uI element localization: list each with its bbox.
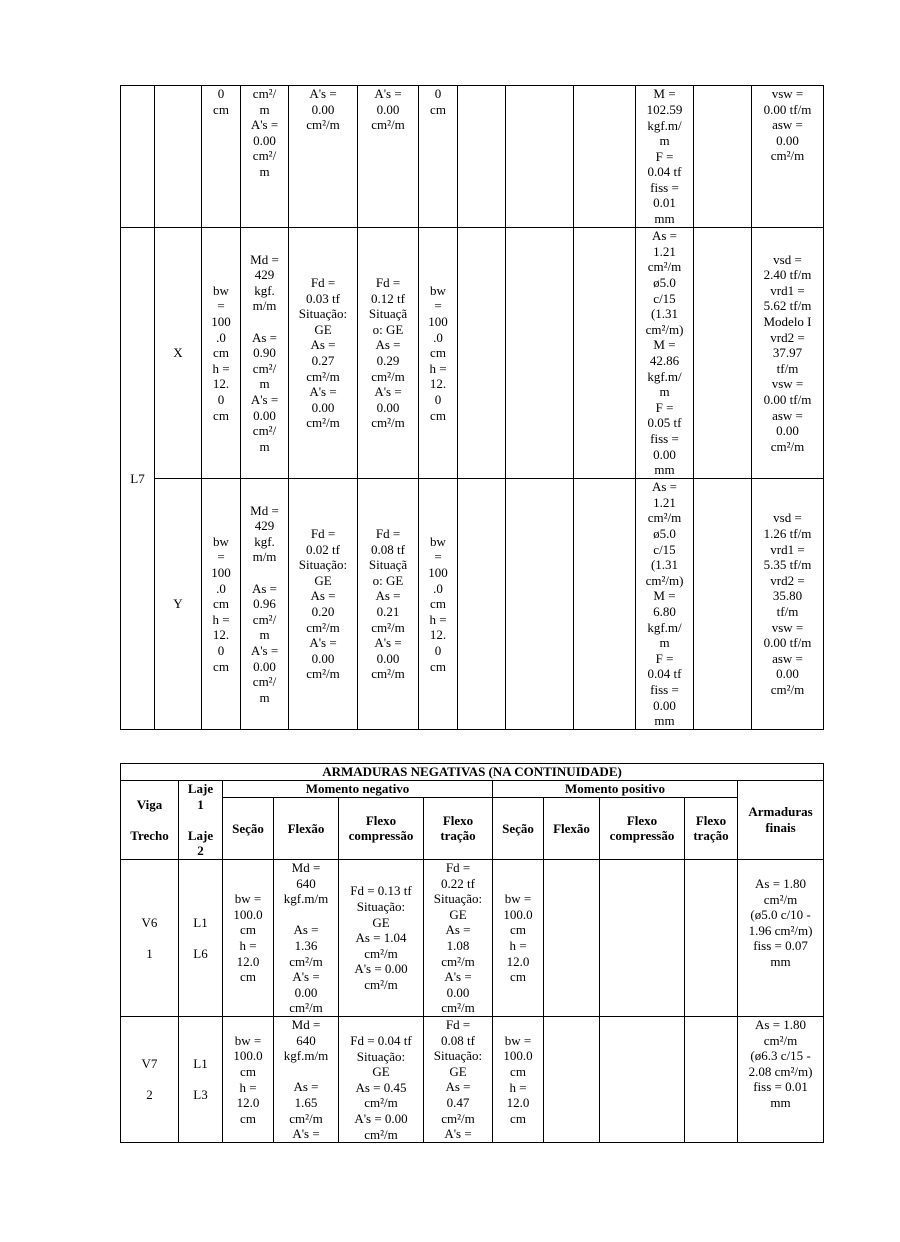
table-cell	[694, 228, 752, 479]
table-cell: vsw = 0.00 tf/m asw = 0.00 cm²/m	[752, 86, 824, 228]
table-cell: As = 1.80 cm²/m (ø6.3 c/15 - 2.08 cm²/m) fiss = 0.01 mm	[738, 1016, 824, 1142]
table-cell: A's = 0.00 cm²/m	[289, 86, 358, 228]
direction-cell: X	[155, 228, 202, 479]
table-cell	[685, 859, 738, 1016]
table-cell: As = 1.21 cm²/m ø5.0 c/15 (1.31 cm²/m) M = 42.86 kgf.m/ m F = 0.05 tf fiss = 0.00 mm	[636, 228, 694, 479]
header-secao-pos: Seção	[493, 797, 544, 859]
table-cell	[155, 86, 202, 228]
header-flexao-neg: Flexão	[274, 797, 339, 859]
table-cell: M = 102.59 kgf.m/ m F = 0.04 tf fiss = 0.01 mm	[636, 86, 694, 228]
table-cell	[600, 1016, 685, 1142]
direction-cell: Y	[155, 479, 202, 730]
table-cell	[458, 228, 506, 479]
table-cell: Md = 429 kgf. m/m As = 0.90 cm²/ m A's = 0.00 cm²/ m	[241, 228, 289, 479]
table-cell	[574, 228, 636, 479]
header-flexao-pos: Flexão	[544, 797, 600, 859]
table-cell	[544, 859, 600, 1016]
table-cell: Fd = 0.12 tf Situaçã o: GE As = 0.29 cm²/m A's = 0.00 cm²/m	[358, 228, 419, 479]
header-viga-trecho: Viga Trecho	[121, 781, 179, 860]
negative-reinforcement-table	[120, 763, 824, 1143]
table-row	[121, 1016, 824, 1142]
table-cell: Fd = 0.08 tf Situaçã o: GE As = 0.21 cm²/m A's = 0.00 cm²/m	[358, 479, 419, 730]
table-cell	[694, 479, 752, 730]
table-cell: bw = 100.0 cm h = 12.0 cm	[493, 859, 544, 1016]
table-cell	[574, 479, 636, 730]
table-cell	[685, 1016, 738, 1142]
table-cell: As = 1.80 cm²/m (ø5.0 c/10 - 1.96 cm²/m) fiss = 0.07 mm	[738, 859, 824, 1016]
header-row	[121, 781, 824, 798]
header-armaduras-finais: Armaduras finais	[738, 781, 824, 860]
table-row	[121, 228, 824, 479]
table-cell	[506, 228, 574, 479]
table-cell: Fd = 0.04 tf Situação: GE As = 0.45 cm²/m A's = 0.00 cm²/m	[339, 1016, 424, 1142]
table-cell: V7 2	[121, 1016, 179, 1142]
table-cell	[458, 86, 506, 228]
table-cell	[544, 1016, 600, 1142]
table-row	[121, 479, 824, 730]
table-row	[121, 86, 824, 228]
table-cell: L1 L6	[179, 859, 223, 1016]
table-cell: As = 1.21 cm²/m ø5.0 c/15 (1.31 cm²/m) M = 6.80 kgf.m/ m F = 0.04 tf fiss = 0.00 mm	[636, 479, 694, 730]
table-cell: bw = 100.0 cm h = 12.0 cm	[223, 859, 274, 1016]
table-cell: Md = 640 kgf.m/m As = 1.36 cm²/m A's = 0.00 cm²/m	[274, 859, 339, 1016]
table-cell: L1 L3	[179, 1016, 223, 1142]
header-momento-negativo: Momento negativo	[223, 781, 493, 798]
header-flexo-tracao-pos: Flexo tração	[685, 797, 738, 859]
table-cell: bw = 100.0 cm h = 12.0 cm	[223, 1016, 274, 1142]
table-cell: bw = 100.0 cm h = 12.0 cm	[493, 1016, 544, 1142]
table-cell: 0 cm	[419, 86, 458, 228]
slab-results-table	[120, 85, 824, 730]
table-cell: bw = 100 .0 cm h = 12. 0 cm	[419, 228, 458, 479]
table-cell	[574, 86, 636, 228]
table-cell: 0 cm	[202, 86, 241, 228]
header-laje: Laje 1 Laje 2	[179, 781, 223, 860]
table-cell: vsd = 1.26 tf/m vrd1 = 5.35 tf/m vrd2 = 35.80 tf/m vsw = 0.00 tf/m asw = 0.00 cm²/m	[752, 479, 824, 730]
table-title-row	[121, 764, 824, 781]
table-cell: A's = 0.00 cm²/m	[358, 86, 419, 228]
table-cell: Fd = 0.03 tf Situação: GE As = 0.27 cm²/m A's = 0.00 cm²/m	[289, 228, 358, 479]
table-cell	[121, 86, 155, 228]
header-flexo-compressao-neg: Flexo compressão	[339, 797, 424, 859]
table-cell	[506, 479, 574, 730]
table-cell: bw = 100 .0 cm h = 12. 0 cm	[419, 479, 458, 730]
header-flexo-tracao-neg: Flexo tração	[424, 797, 493, 859]
table-cell: bw = 100 .0 cm h = 12. 0 cm	[202, 228, 241, 479]
table-cell	[600, 859, 685, 1016]
table-cell: Fd = 0.02 tf Situação: GE As = 0.20 cm²/m A's = 0.00 cm²/m	[289, 479, 358, 730]
header-flexo-compressao-pos: Flexo compressão	[600, 797, 685, 859]
table-cell	[458, 479, 506, 730]
table-row	[121, 859, 824, 1016]
header-momento-positivo: Momento positivo	[493, 781, 738, 798]
table-cell: Fd = 0.13 tf Situação: GE As = 1.04 cm²/m A's = 0.00 cm²/m	[339, 859, 424, 1016]
slab-label-cell: L7	[121, 228, 155, 730]
table-cell	[506, 86, 574, 228]
subheader-row	[121, 797, 824, 859]
header-secao-neg: Seção	[223, 797, 274, 859]
table-cell	[694, 86, 752, 228]
table-cell: Md = 640 kgf.m/m As = 1.65 cm²/m A's =	[274, 1016, 339, 1142]
table-title: ARMADURAS NEGATIVAS (NA CONTINUIDADE)	[121, 764, 824, 781]
table-cell: cm²/ m A's = 0.00 cm²/ m	[241, 86, 289, 228]
table-cell: Fd = 0.22 tf Situação: GE As = 1.08 cm²/m A's = 0.00 cm²/m	[424, 859, 493, 1016]
table-cell: Fd = 0.08 tf Situação: GE As = 0.47 cm²/m A's =	[424, 1016, 493, 1142]
table-cell: bw = 100 .0 cm h = 12. 0 cm	[202, 479, 241, 730]
table-cell: V6 1	[121, 859, 179, 1016]
table-cell: vsd = 2.40 tf/m vrd1 = 5.62 tf/m Modelo I vrd2 = 37.97 tf/m vsw = 0.00 tf/m asw = 0.00 cm²/m	[752, 228, 824, 479]
table-cell: Md = 429 kgf. m/m As = 0.96 cm²/ m A's = 0.00 cm²/ m	[241, 479, 289, 730]
